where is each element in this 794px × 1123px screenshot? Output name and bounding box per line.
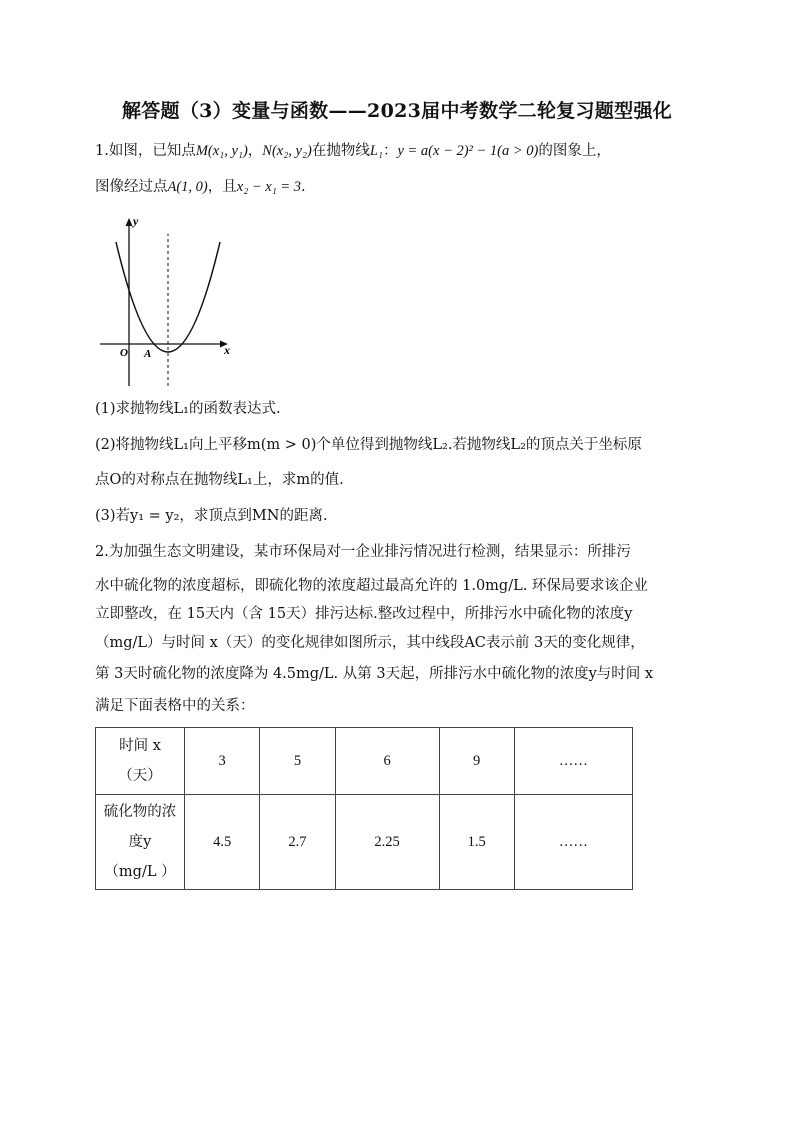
header-time-line2: （天）: [118, 768, 162, 784]
q2-line2: 水中硫化物的浓度超标，即硫化物的浓度超过最高允许的 1.0mg/L. 环保局要求该企业: [95, 578, 648, 594]
table-cell: 2.25: [335, 795, 439, 890]
q1-line2-suffix: .: [301, 179, 306, 195]
table-cell: ……: [514, 728, 632, 795]
q2-line6: 满足下面表格中的关系：: [95, 698, 255, 714]
y-axis-arrow: [126, 218, 133, 226]
q1-part3: (3)若y₁ = y₂，求顶点到MN的距离.: [95, 508, 328, 524]
table-cell: 6: [335, 728, 439, 795]
q1-on-parabola: 在抛物线: [311, 143, 370, 159]
point-a-label: A: [144, 348, 152, 360]
q1-line1-suffix: 的图象上，: [538, 143, 611, 159]
q1-part2-line1: (2)将抛物线L₁向上平移m(m > 0)个单位得到抛物线L₂.若抛物线L₂的顶点关于坐标原: [95, 437, 642, 453]
table-header-time: [96, 728, 185, 795]
q2-line5: 第 3天时硫化物的浓度降为 4.5mg/L. 从第 3天起，所排污水中硫化物的浓度y与时间 x: [95, 666, 654, 682]
table-row-time: [96, 728, 633, 795]
condition: x₂ − x₁ = 3: [236, 179, 302, 195]
table-cell: 3: [185, 728, 260, 795]
q1-line2-prefix: 图像经过点: [95, 179, 168, 195]
header-conc-line1: 硫化物的浓: [103, 804, 177, 820]
header-conc-line2: 度y: [128, 834, 152, 850]
parabola-equation: y = a(x − 2)² − 1(a > 0): [397, 143, 539, 159]
x-axis-label: x: [224, 343, 230, 357]
point-m: M(x₁, y₁): [195, 143, 248, 159]
point-n: N(x₂, y₂): [262, 143, 312, 159]
q1-colon: ：: [382, 143, 398, 159]
table-row-concentration: [96, 795, 633, 890]
data-table: [95, 727, 633, 890]
q2-line4: （mg/L）与时间 x（天）的变化规律如图所示，其中线段AC表示前 3天的变化规律，: [95, 635, 645, 651]
header-conc-line3: （mg/L ）: [104, 864, 176, 880]
q2-line1: 2.为加强生态文明建设，某市环保局对一企业排污情况进行检测，结果显示：所排污: [95, 544, 631, 560]
table-cell: 2.7: [260, 795, 335, 890]
header-time-line1: 时间 x: [119, 738, 161, 754]
table-cell: 9: [439, 728, 514, 795]
table-cell: ……: [514, 795, 632, 890]
table-cell: 5: [260, 728, 335, 795]
table-cell: 4.5: [185, 795, 260, 890]
q1-line2-mid: ，且: [207, 179, 237, 195]
parabola-name: L₁: [369, 143, 383, 159]
page-title: 解答题（3）变量与函数——2023届中考数学二轮复习题型强化: [121, 100, 673, 122]
table-header-concentration: [96, 795, 185, 890]
parabola-graph: [98, 212, 238, 390]
q1-line1: [95, 142, 695, 160]
q1-part2-line2: 点O的对称点在抛物线L₁上，求m的值.: [95, 472, 344, 488]
point-a: A(1, 0): [167, 179, 208, 195]
q2-line3: 立即整改，在 15天内（含 15天）排污达标.整改过程中，所排污水中硫化物的浓度y: [95, 606, 633, 622]
table-cell: 1.5: [439, 795, 514, 890]
q1-sep: ，: [247, 143, 263, 159]
y-axis-label: y: [133, 214, 139, 228]
q1-part1: (1)求抛物线L₁的函数表达式.: [95, 401, 281, 417]
origin-label: O: [120, 347, 128, 359]
q1-line2: [95, 178, 695, 196]
q1-intro: 1.如图，已知点: [95, 143, 196, 159]
